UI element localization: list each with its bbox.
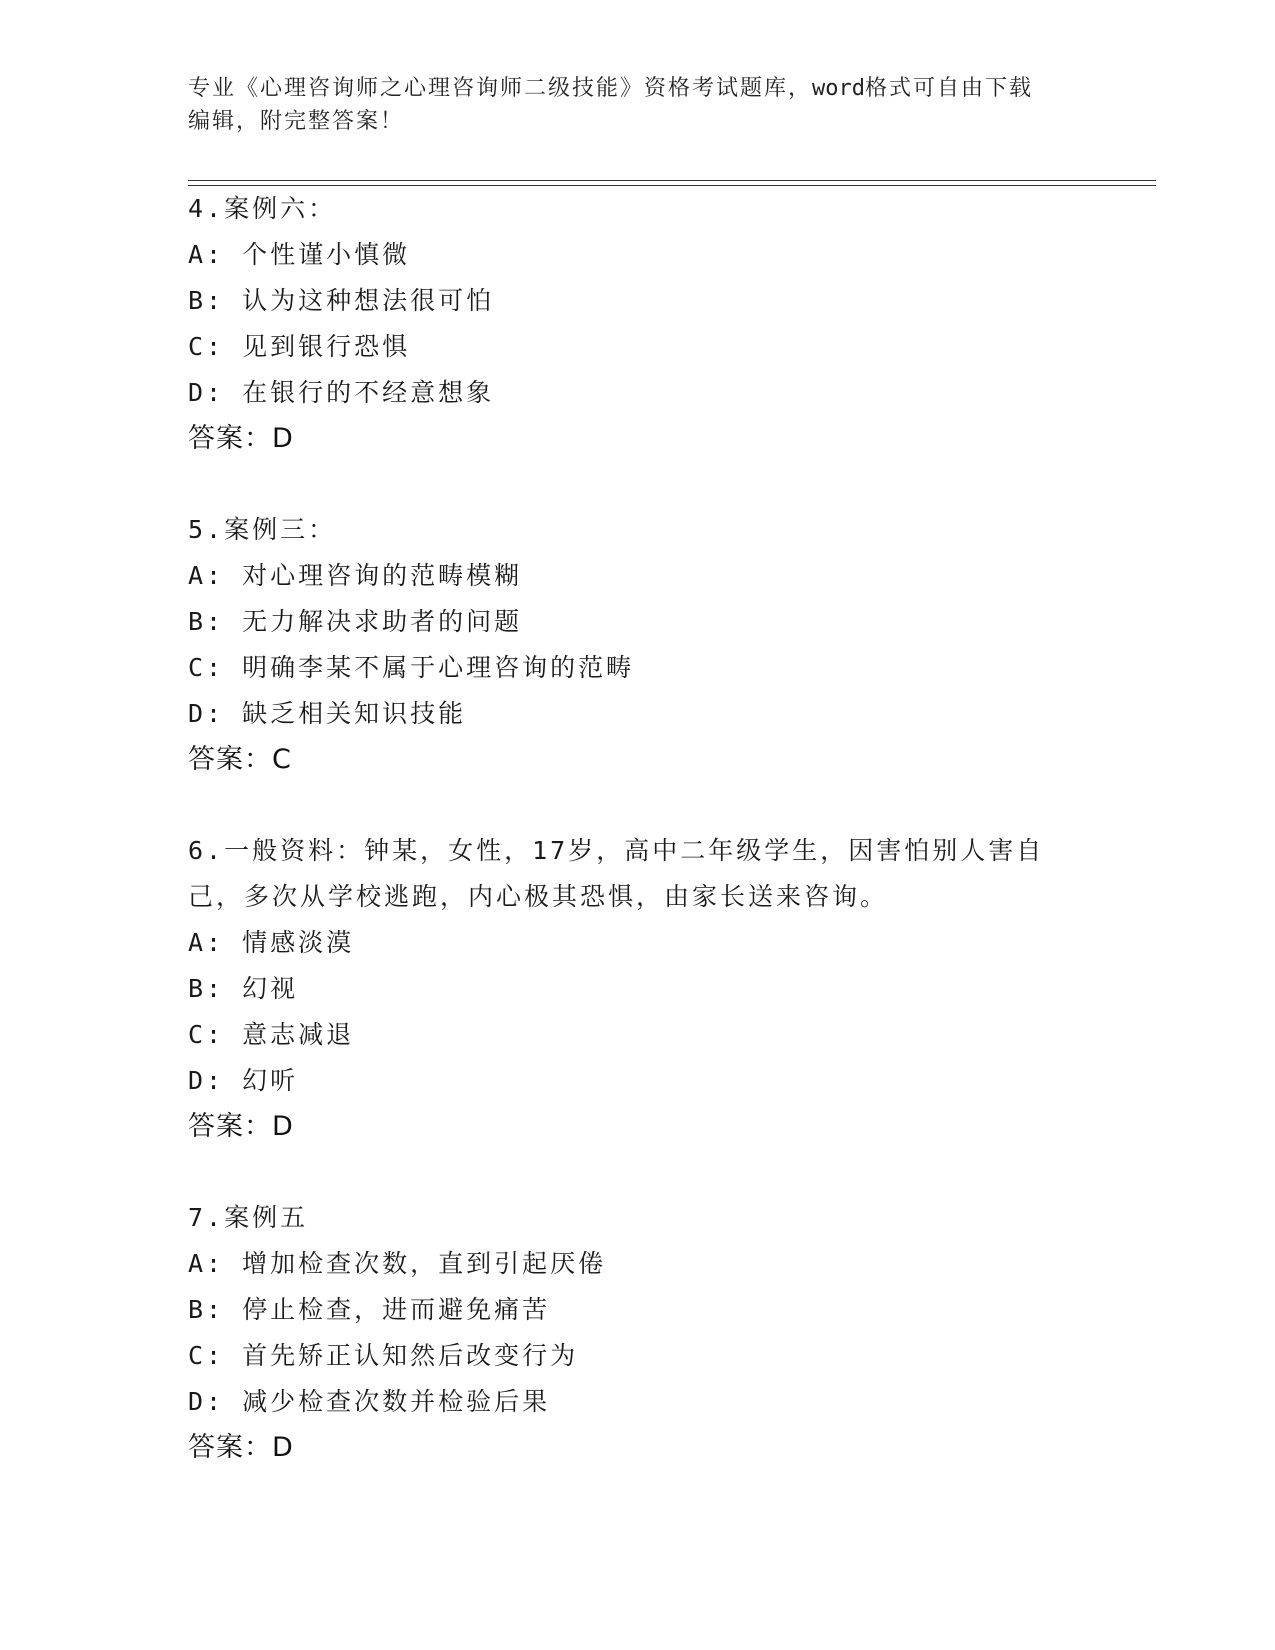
option-c: C: 明确李某不属于心理咨询的范畴 [188, 653, 635, 682]
option-d: D: 幻听 [188, 1066, 299, 1095]
question-list [188, 186, 1088, 1516]
question-5 [188, 507, 1088, 783]
option-a: A: 对心理咨询的范畴模糊 [188, 561, 523, 590]
header-text-b: 格式可自由下载 [865, 76, 1034, 101]
option-a: A: 个性谨小慎微 [188, 240, 411, 269]
question-4 [188, 186, 1088, 462]
answer-line: 答案：D [188, 423, 294, 454]
option-b: B: 无力解决求助者的问题 [188, 607, 523, 636]
option-c: C: 意志减退 [188, 1020, 355, 1049]
question-stem-line-2: 己，多次从学校逃跑，内心极其恐惧，由家长送来咨询。 [188, 882, 889, 911]
option-b: B: 幻视 [188, 974, 299, 1003]
option-c: C: 见到银行恐惧 [188, 332, 411, 361]
header-line-2: 编辑，附完整答案！ [188, 109, 405, 134]
question-stem-line-1: 6.一般资料：钟某，女性，17岁，高中二年级学生，因害怕别人害自 [188, 836, 1045, 865]
answer-line: 答案：D [188, 1432, 294, 1463]
header-text-word: word [812, 76, 865, 101]
document-header [188, 72, 1088, 138]
option-d: D: 在银行的不经意想象 [188, 378, 495, 407]
question-6 [188, 828, 1088, 1150]
question-7 [188, 1195, 1088, 1471]
option-d: D: 缺乏相关知识技能 [188, 699, 467, 728]
question-stem: 4.案例六： [188, 194, 337, 223]
option-d: D: 减少检查次数并检验后果 [188, 1387, 551, 1416]
answer-line: 答案：D [188, 1111, 294, 1142]
header-divider-top [188, 180, 1156, 181]
option-b: B: 认为这种想法很可怕 [188, 286, 495, 315]
header-text-a: 专业《心理咨询师之心理咨询师二级技能》资格考试题库， [188, 76, 813, 101]
question-stem: 5.案例三： [188, 515, 337, 544]
header-line-1 [188, 72, 1088, 105]
answer-line: 答案：C [188, 744, 292, 775]
option-b: B: 停止检查，进而避免痛苦 [188, 1295, 551, 1324]
option-a: A: 情感淡漠 [188, 928, 355, 957]
option-a: A: 增加检查次数，直到引起厌倦 [188, 1249, 607, 1278]
question-stem: 7.案例五 [188, 1203, 309, 1232]
option-c: C: 首先矫正认知然后改变行为 [188, 1341, 579, 1370]
question-stem [188, 828, 1068, 920]
